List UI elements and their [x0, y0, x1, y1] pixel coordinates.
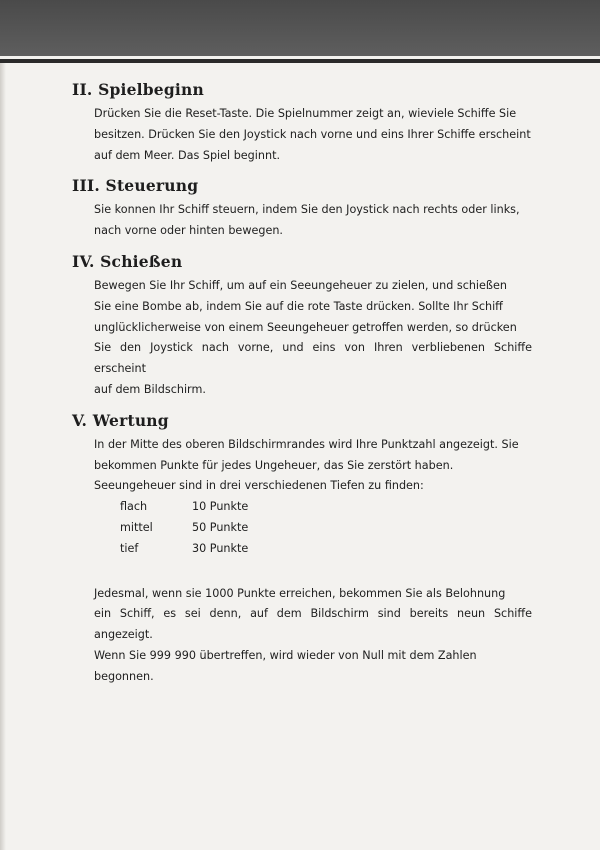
body-line: nach vorne oder hinten bewegen.: [94, 224, 283, 238]
score-table: [120, 497, 532, 559]
body-line: Jedesmal, wenn sie 1000 Punkte erreichen, bekommen Sie als Belohnung: [94, 586, 506, 600]
body-line: auf dem Bildschirm.: [94, 382, 206, 396]
depth-label: flach: [120, 500, 148, 514]
section-body: [94, 200, 532, 242]
section-heading: V. Wertung: [72, 410, 169, 430]
section-heading: III. Steuerung: [72, 176, 199, 196]
body-line: besitzen. Drücken Sie den Joystick nach vorne und eins Ihrer Schiffe erscheint: [94, 127, 531, 141]
page-header-band: [0, 0, 600, 56]
score-row: [120, 539, 532, 560]
score-row: [120, 518, 532, 539]
points-value: 50 Punkte: [192, 520, 249, 534]
section-steuerung: [72, 176, 532, 242]
points-value: 10 Punkte: [192, 500, 249, 514]
depth-label: tief: [120, 541, 139, 555]
section-body: [94, 435, 532, 497]
depth-label: mittel: [120, 520, 153, 534]
body-line: In der Mitte des oberen Bildschirmrandes wird Ihre Punktzahl angezeigt. Sie: [94, 437, 519, 451]
body-line: begonnen.: [94, 669, 154, 683]
section-heading: II. Spielbeginn: [72, 80, 204, 99]
body-line: bekommen Punkte für jedes Ungeheuer, das Sie zerstört haben.: [94, 458, 454, 472]
section-body: [94, 104, 532, 166]
body-line: Sie den Joystick nach vorne, und eins von Ihren verbliebenen Schiffe erscheint: [94, 341, 532, 376]
bonus-paragraph: [94, 584, 532, 688]
section-body: [94, 276, 532, 401]
body-line: unglücklicherweise von einem Seeungeheuer getroffen werden, so drücken: [94, 320, 517, 334]
points-value: 30 Punkte: [192, 541, 249, 555]
body-line: Sie eine Bombe ab, indem Sie auf die rote Taste drücken. Sollte Ihr Schiff: [94, 299, 503, 313]
body-line: Bewegen Sie Ihr Schiff, um auf ein Seeungeheuer zu zielen, und schießen: [94, 278, 507, 292]
header-rule: [0, 59, 600, 63]
section-heading: IV. Schießen: [72, 251, 183, 271]
body-line: Sie konnen Ihr Schiff steuern, indem Sie den Joystick nach rechts oder links,: [94, 203, 520, 217]
binding-shadow: [0, 63, 6, 850]
section-schiessen: [72, 252, 532, 401]
manual-content: [72, 80, 532, 698]
section-spielbeginn: [72, 80, 532, 166]
body-line: auf dem Meer. Das Spiel beginnt.: [94, 148, 281, 162]
body-line: Drücken Sie die Reset-Taste. Die Spielnummer zeigt an, wieviele Schiffe Sie: [94, 107, 517, 120]
body-line: ein Schiff, es sei denn, auf dem Bildschirm sind bereits neun Schiffe angezeigt.: [94, 607, 532, 642]
body-line: Wenn Sie 999 990 übertreffen, wird wieder von Null mit dem Zahlen: [94, 648, 477, 662]
body-line: Seeungeheuer sind in drei verschiedenen Tiefen zu finden:: [94, 479, 424, 493]
section-wertung: [72, 411, 532, 688]
score-row: [120, 497, 532, 518]
